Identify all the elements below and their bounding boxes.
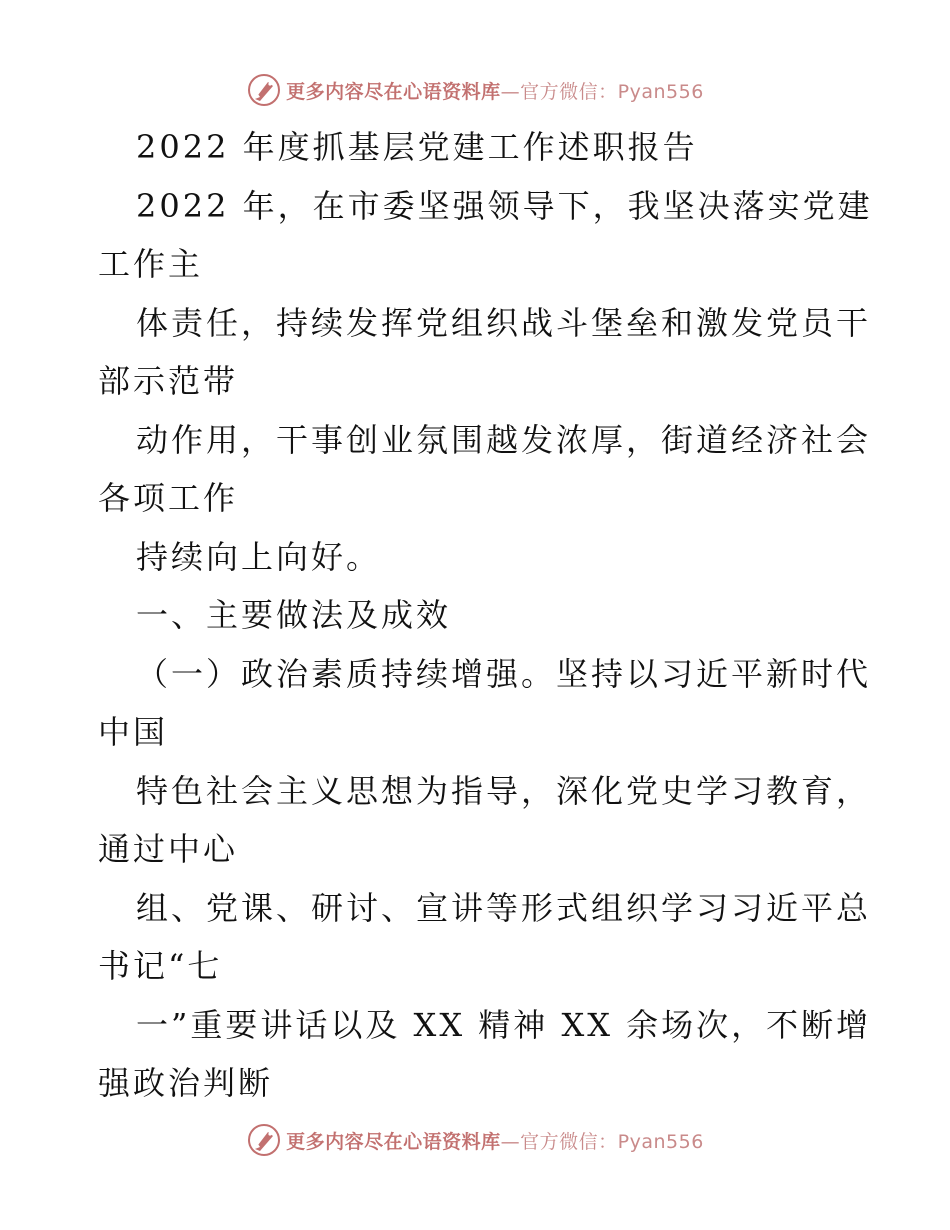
body-line: （一）政治素质持续增强。坚持以习近平新时代 [136,654,872,693]
body-line: 部示范带 [98,362,239,400]
watermark-suffix: —官方微信：Pyan556 [500,1130,704,1153]
body-line: 特色社会主义思想为指导，深化党史学习教育， [136,771,872,810]
pen-nib-logo-icon [246,72,282,108]
watermark-brand [246,72,704,108]
body-line: 动作用，干事创业氛围越发浓厚，街道经济社会 [136,420,872,459]
watermark-brand [246,1122,704,1158]
watermark-prefix: 更多内容尽在心语资料库 [286,80,501,103]
body-line: 强政治判断 [98,1064,274,1102]
body-line: 组、党课、研讨、宣讲等形式组织学习习近平总 [136,888,872,927]
body-line: 体责任，持续发挥党组织战斗堡垒和激发党员干 [136,303,872,342]
body-line: 通过中心 [98,830,239,868]
watermark-text [286,77,704,104]
document-body [98,118,873,1113]
body-line: 工作主 [98,245,204,283]
body-line: 中国 [98,713,169,751]
pen-nib-logo-icon [246,1122,282,1158]
body-line: 各项工作 [98,479,239,517]
watermark-prefix: 更多内容尽在心语资料库 [286,1130,501,1153]
page-footer-watermark [0,1120,950,1160]
body-line: 一”重要讲话以及 XX 精神 XX 余场次，不断增 [136,1005,872,1044]
page-header-watermark [0,70,950,110]
watermark-suffix: —官方微信：Pyan556 [500,80,704,103]
body-line: 书记“七 [98,947,223,985]
body-line: 持续向上向好。 [136,537,382,576]
section-heading: 一、主要做法及成效 [136,596,452,634]
watermark-text [286,1127,704,1154]
document-title: 2022 年度抓基层党建工作述职报告 [136,128,698,166]
body-line: 2022 年，在市委坚强领导下，我坚决落实党建 [136,186,873,225]
